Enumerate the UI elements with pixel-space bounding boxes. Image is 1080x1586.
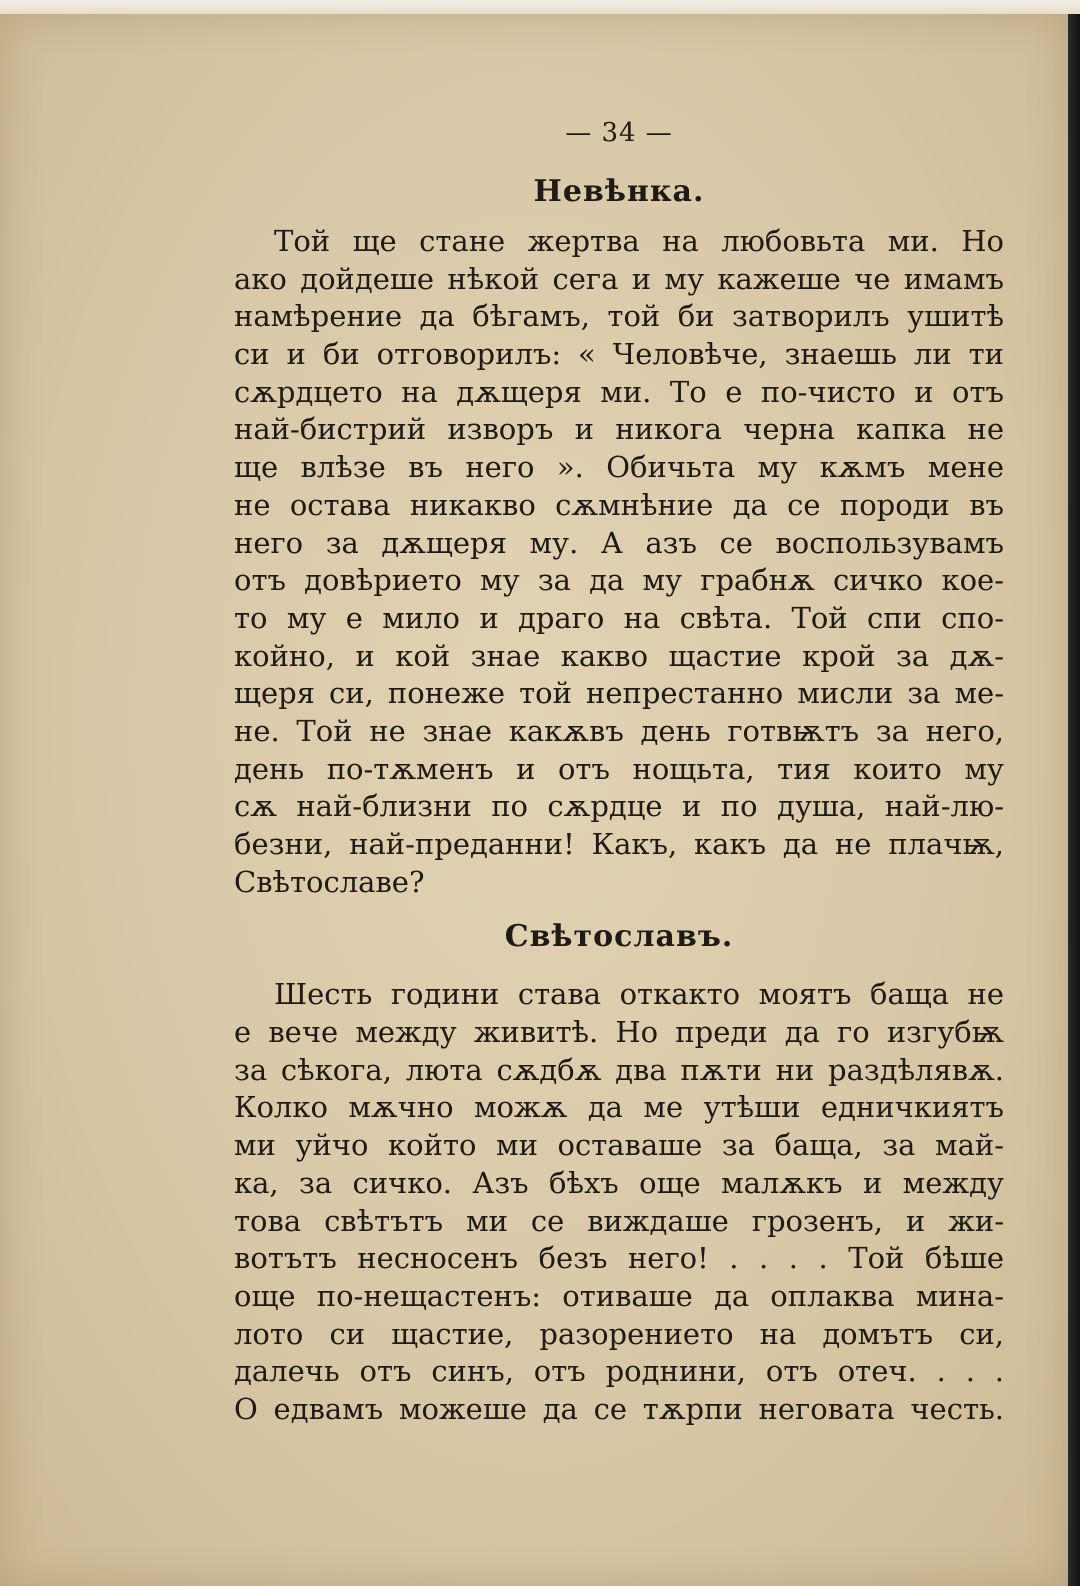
text-line: сѫ най-близни по сѫрдце и по душа, най-лю- xyxy=(234,789,1004,824)
text-line: Той ще стане жертва на любовьта ми. Но xyxy=(274,224,1004,258)
text-line: това свѣтътъ ми се виждаше грозенъ, и жи- xyxy=(234,1203,1004,1238)
text-line: ка, за сичко. Азъ бѣхъ още малѫкъ и между xyxy=(234,1165,1004,1200)
text-line: то му е мило и драго на свѣта. Той спи спо- xyxy=(234,600,1004,635)
speech-svetoslav xyxy=(234,976,1004,1428)
text-line: О едвамъ можеше да се тѫрпи неговата честь. xyxy=(234,1391,1004,1426)
text-line: за сѣкога, люта сѫдбѫ два пѫти ни раздѣлявѫ. xyxy=(234,1052,1004,1087)
text-line: Свѣтославе? xyxy=(234,864,425,899)
page-top-edge xyxy=(0,0,1080,14)
speaker-heading-svetoslav: Свѣтославъ. xyxy=(504,919,734,955)
page-text xyxy=(234,118,1004,1429)
text-line: день по-тѫменъ и отъ нощьта, тия които му xyxy=(234,751,1004,786)
text-line: безни, най-преданни! Какъ, какъ да не плачѭ, xyxy=(234,827,1004,861)
text-line: не. Той не знае какѫвъ день готвѭтъ за него, xyxy=(234,713,1004,748)
speech-nevenka xyxy=(234,223,1004,901)
text-line: койно, и кой знае какво щастие крой за дѫ- xyxy=(234,638,1004,673)
text-line: отъ довѣрието му за да му грабнѫ сичко кое- xyxy=(234,563,1004,598)
text-line: ми уйчо който ми оставаше за баща, за май- xyxy=(234,1128,1004,1163)
page-number: — 34 — xyxy=(565,118,673,148)
speaker-heading-nevenka: Невѣнка. xyxy=(533,174,705,209)
text-line: щеря си, понеже той непрестанно мисли за ме- xyxy=(234,676,1004,711)
text-line: сѫрдцето на дѫщеря ми. То е по-чисто и отъ xyxy=(234,374,1004,409)
text-line: ако дойдеше нѣкой сега и му кажеше че имамъ xyxy=(234,261,1004,296)
page-binding-edge xyxy=(1068,14,1080,1586)
text-line: Шесть години става откакто моятъ баща не xyxy=(274,977,1004,1012)
text-line: лото си щастие, разорението на домътъ си, xyxy=(234,1316,1004,1351)
text-line: вотътъ несносенъ безъ него! . . . . Той бѣше xyxy=(234,1241,1004,1276)
text-line: още по-нещастенъ: отиваше да оплаква мина- xyxy=(234,1278,1004,1313)
text-line: е вече между живитѣ. Но преди да го изгубѭ xyxy=(234,1015,1004,1050)
text-line: него за дѫщеря му. А азъ се воспользувамъ xyxy=(234,525,1004,560)
text-line: не остава никакво сѫмнѣние да се породи въ xyxy=(234,487,1004,522)
text-line: ще влѣзе въ него ». Обичьта му кѫмъ мене xyxy=(234,450,1004,485)
text-line: най-бистрий изворъ и никога черна капка не xyxy=(234,412,1004,447)
text-line: Колко мѫчно можѫ да ме утѣши едничкиятъ xyxy=(234,1090,1004,1125)
text-line: далечь отъ синъ, отъ роднини, отъ отеч. . . . xyxy=(234,1354,1004,1389)
text-line: намѣрение да бѣгамъ, той би затворилъ ушитѣ xyxy=(234,299,1004,334)
text-line: си и би отговорилъ: « Человѣче, знаешь ли ти xyxy=(234,337,1004,372)
